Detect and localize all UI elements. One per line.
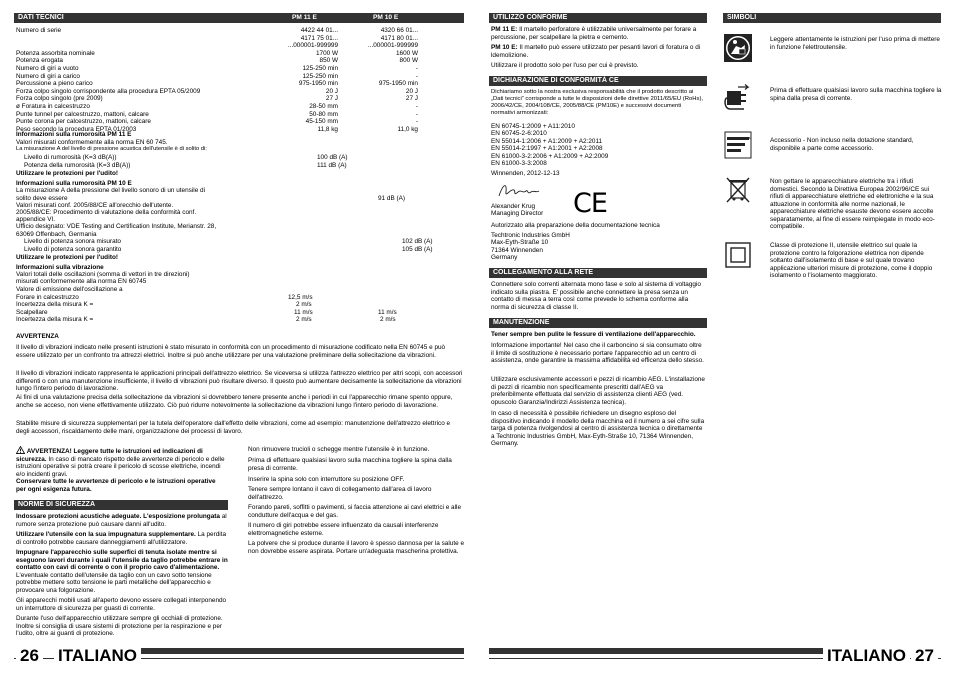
signer-name: Alexander Krug (491, 203, 536, 210)
safety-header: NORME DI SICUREZZA (14, 500, 228, 510)
spec-value-pm10: 4171 80 01... (380, 34, 418, 42)
spec-value-pm10: 1600 W (395, 49, 418, 57)
safety-rule: Tenere sempre lontano il cavo di collegamento dall'area di lavoro dell'attrezzo. (248, 486, 432, 501)
noise10-title: Informazioni sulla rumorosità PM 10 E (16, 180, 132, 187)
safety-rule (16, 513, 228, 528)
noise11-value: 111 dB (A) (317, 162, 347, 169)
language-label: ITALIANO (54, 646, 141, 666)
safety-rule-text: al rumore senza protezione può causare danni all'udito. (16, 513, 227, 528)
warning-text: In caso di mancato rispetto delle avvertenze di pericolo e delle istruzioni operative si potrà creare il pericolo di scosse elettriche, incendi e/o incidenti gravi. (16, 455, 225, 478)
noise10-line: 2005/88/CE: Procedimento di valutazione della conformità conf. (16, 209, 197, 216)
safety-rule: Il numero di giri potrebbe essere influenzato da causali interferenze elettromagnetiche esterne. (248, 522, 439, 537)
noise10-line: Valori misurati conf. 2005/88/CE all'orecchio dell'utente. (16, 202, 174, 209)
safety-rule: Prima di effettuare qualsiasi lavoro sulla macchina togliere la spina dalla presa di corrente. (248, 457, 452, 472)
use-header: UTILIZZO CONFORME (489, 13, 707, 23)
spec-value-pm11: 45-150 mm (305, 118, 338, 126)
noise10-line: La misurazione A della pressione del livello sonoro di un utensile di (16, 187, 205, 194)
noise11-warning: Utilizzare le protezioni per l'udito! (16, 170, 119, 177)
noise10-label: Livello di potenza sonora garantito (24, 246, 122, 253)
tech-data-header: DATI TECNICI (14, 13, 464, 23)
connection-header: COLLEGAMENTO ALLA RETE (489, 268, 707, 278)
ce-norm: EN 60745-1:2009 + A11:2010 (491, 123, 575, 130)
spec-value-pm10: 20 J (405, 87, 418, 95)
use-paragraph (491, 44, 705, 59)
vibration-label: Forare in calcestruzzo (16, 294, 79, 301)
symbol-description: Classe di protezione II, utensile elettrico sul quale la protezione contro la folgorazione elettrica non dipende soltanto dall'isolamento di base e sul quale trovano applicazione ulteriori misure di protezione, come il doppio isolamento o l'isolamento maggiorato. (770, 242, 933, 279)
spec-value-pm11: 850 W (319, 57, 338, 65)
vibration-value: 2 m/s (380, 316, 396, 323)
safety-rule: Non rimuovere trucioli o schegge mentre l'utensile è in funzione. (248, 446, 430, 453)
safety-rule-bold: Impugnare l'apparecchio sulle superfici di tenuta isolate mentre si eseguono lavori durante i quali l'utensile da taglio potrebbe entrare in contatto con cavi di corrente o con il proprio cavo d'alimentazione. (16, 549, 228, 571)
language-label: ITALIANO (823, 646, 910, 666)
address-line: 71364 Winnenden (491, 247, 543, 254)
symbol-description: Non gettare le apparecchiature elettriche tra i rifiuti domestici. Secondo la Direttiva Europea 2002/96/CE sui rifiuti di apparecchiature elettriche ed elettroniche e la sua attuazione in conformità alle norme nazionali, le apparecchiature elettriche esauste devono essere accolte separatamente, al fine di essere reimpiegate in modo eco-compatibile. (770, 178, 935, 230)
warning-triangle-icon (16, 446, 25, 454)
maintenance-header: MANUTENZIONE (489, 318, 707, 328)
spec-value-pm10: 4320 66 01... (380, 27, 418, 34)
spec-label: Numero di serie (16, 27, 62, 34)
ce-mark-logo: CE (573, 188, 607, 219)
use-paragraph: Utilizzare il prodotto solo per l'uso per cui è previsto. (491, 62, 639, 69)
spec-value-pm11: 4422 44 01... (300, 27, 338, 34)
read-manual-icon (724, 34, 752, 62)
spec-value-pm11: 1700 W (315, 49, 338, 57)
avvertenza-paragraph: Il livello di vibrazioni indicato nelle presenti istruzioni è stato misurato in conformità con un procedimento di misurazione codificato nella EN 60745 e può essere utilizzato per un confronto tra attrezzi elettrici. Inoltre si può anche utilizzare per una valutazione preliminare della sollecitazione da vibrazioni. (16, 344, 446, 359)
vibration-value: 11 m/s (378, 309, 397, 316)
vibration-label: Incertezza della misura K = (16, 316, 94, 323)
ce-norm: EN 55014-2:1997 + A1:2001 + A2:2008 (491, 145, 603, 152)
ce-norm: EN 55014-1:2006 + A1:2009 + A2:2011 (491, 138, 603, 145)
model-label: PM 10 E: (491, 44, 518, 51)
safety-rule-bold: Indossare protezioni acustiche adeguate. L'esposizione prolungata (16, 513, 220, 520)
spec-value-pm10: - (415, 72, 418, 80)
spec-value-pm10: - (415, 110, 418, 118)
noise11-line: Valori misurati conformemente alla norma EN 60 745. (16, 139, 168, 146)
address-line: Techtronic Industries GmbH (491, 232, 570, 239)
warning-keep: Conservare tutte le avvertenze di pericolo e le istruzioni operative per ogni esigenza futura. (16, 478, 216, 493)
vibration-label: Scalpellare (16, 309, 48, 316)
spec-value-pm10: 11,0 kg (397, 125, 418, 133)
symbol-description: Leggere attentamente le istruzioni per l'uso prima di mettere in funzione l'elettroutensile. (770, 36, 940, 51)
col-pm10-header: PM 10 E (373, 14, 399, 21)
maintenance-paragraph: In caso di necessità è possibile richiedere un disegno esploso del dispositivo indicando il modello della macchina ed il numero a sei cifre sulla targa di potenza rivolgendosi al centro di assistenza tecnica o direttamente a Techtronic Industries GmbH, Max-Eyth-Straße 10, 71364 Winnenden, Germany. (491, 410, 705, 447)
ce-header: DICHIARAZIONE DI CONFORMITÀ CE (489, 76, 707, 86)
spec-label: Forza colpo singolo corrispondente alla procedura EPTA 05/2009 (16, 87, 201, 95)
safety-rule-text: L'eventuale contatto dell'utensile da taglio con un cavo sotto tensione potrebbe mettere sotto tensione le parti metalliche dell'apparecchio e provocare una folgorazione. (16, 571, 212, 594)
safety-rule: La polvere che si produce durante il lavoro è spesso dannosa per la salute e non dovrebbe essere aspirata. Portare un'adeguata mascherina protettiva. (248, 540, 464, 555)
col-pm11-header: PM 11 E (292, 14, 317, 21)
use-paragraph (491, 26, 705, 41)
noise10-label: solito deve essere (16, 195, 68, 202)
general-warning (16, 446, 226, 478)
spec-label: Potenza erogata (16, 57, 63, 65)
safety-rule-text: La perdita di controllo potrebbe causare danneggiamenti all'utilizzatore. (16, 531, 226, 546)
avvertenza-title: AVVERTENZA (16, 333, 59, 340)
address-line: Max-Eyth-Straße 10 (491, 239, 549, 246)
noise10-value: 91 dB (A) (378, 195, 405, 202)
noise11-label: Livello di rumorosità (K=3 dB(A)) (24, 154, 117, 161)
safety-rule: Inserire la spina solo con interruttore su posizione OFF. (248, 476, 405, 483)
spec-value-pm10: - (415, 118, 418, 126)
page-number: 26 (16, 646, 43, 666)
noise10-value: 102 dB (A) (402, 238, 433, 245)
vibration-value: 12,5 m/s (288, 294, 313, 301)
spec-value-pm10: 800 W (399, 57, 418, 65)
noise10-line: appendice VI. (16, 216, 56, 223)
spec-label: Punte corona per calcestruzzo, mattoni, calcare (16, 118, 151, 126)
connection-paragraph: Connettere solo correnti alternata mono fase e solo al sistema di voltaggio indicato sulla piastra. E' possibile anche connettere la presa senza un contatto di messa a terra così come prevede lo schema conforme alla norma di sicurezza di classe II. (491, 281, 701, 311)
right-page (477, 0, 954, 677)
accessory-icon (724, 131, 752, 159)
spec-label: Numero di giri a carico (16, 72, 80, 80)
signature-icon (497, 180, 541, 200)
spec-label: Peso secondo la procedura EPTA 01/2003 (16, 125, 137, 133)
vibration-line: Valori totali delle oscillazioni (somma di vettori in tre direzioni) (16, 271, 190, 278)
signer-role: Managing Director (491, 210, 544, 217)
vibration-label: Incertezza della misura K = (16, 301, 94, 308)
noise11-title: Informazioni sulla rumorosità PM 11 E (16, 131, 132, 138)
noise10-warning: Utilizzare le protezioni per l'udito! (16, 254, 119, 261)
vibration-value: 11 m/s (294, 309, 313, 316)
safety-rule (16, 531, 228, 546)
spec-value-pm10: ...000001-999999 (367, 42, 418, 50)
avvertenza-paragraph: Il livello di vibrazioni indicato rappresenta le applicazioni principali dell'attrezzo elettrico. Se viceversa si utilizza l'attrezzo elettrico per altri scopi, con accessori differenti o con una manutenzione insufficiente, il livello di vibrazioni può risultare diverso. Il questo può aumentare decisamente la sollecitazione da vibrazioni lungo l'intero periodo di lavorazione. (16, 370, 463, 392)
avvertenza-paragraph: Stabilite misure di sicurezza supplementari per la tutela dell'operatore dall'effetto delle vibrazioni, come ad esempio: manutenzione dell'attrezzo elettrico e degli accessori, riscaldamento delle mani, organizzazione dei processi di lavoro. (16, 420, 451, 435)
spec-label: Punte tunnel per calcestruzzo, mattoni, calcare (16, 110, 149, 118)
model-label: PM 11 E: (491, 26, 518, 33)
spec-value-pm10: - (415, 103, 418, 110)
spec-value-pm10: - (415, 65, 418, 72)
vibration-line: Valore di emissione dell'oscillazione a (16, 286, 123, 293)
symbols-header: SIMBOLI (723, 13, 941, 23)
spec-label: Forza colpo singolo (pre 2009) (16, 95, 103, 103)
safety-rule: Durante l'uso dell'apparecchio utilizzare sempre gli occhiali di protezione. Inoltre si consiglia di usare sistemi di protezione per la respirazione e per l'udito, oltre ai guanti di protezione. (16, 615, 223, 637)
avvertenza-paragraph: Ai fini di una valutazione precisa della sollecitazione da vibrazioni si dovrebbero tenere presente anche i periodi in cui l'apparecchio rimane spento oppure, anche se acceso, non viene effettivamente utilizzato. Ciò può ridurre notevolmente la sollecitazione da vibrazioni lungo l'intero periodo di lavorazione. (16, 394, 453, 409)
spec-value-pm11: 11,8 kg (317, 125, 338, 133)
vibration-value: 2 m/s (296, 301, 312, 308)
noise10-line: Ufficio designato: VDE Testing and Certification Institute, Merianstr. 28, (16, 223, 217, 230)
symbol-description: Accessorio - Non incluso nella dotazione standard, disponibile a parte come accessorio. (770, 137, 914, 152)
noise10-label: Livello di potenza sonora misurato (24, 238, 121, 245)
safety-rule: Forando pareti, soffitti o pavimenti, si faccia attenzione ai cavi elettrici e alle condutture dell'acqua e del gas. (248, 504, 462, 519)
ce-norm: EN 60745-2-6:2010 (491, 130, 547, 137)
ce-norm: EN 61000-3-2:2006 + A1:2009 + A2:2009 (491, 153, 609, 160)
vibration-value: 2 m/s (296, 316, 312, 323)
vibration-title: Informazioni sulla vibrazione (16, 264, 104, 271)
safety-rule: Gli apparecchi mobili usati all'aperto devono essere collegati interponendo un interruttore di sicurezza per guasti di corrente. (16, 597, 227, 612)
spec-value-pm11: 975-1950 min (298, 80, 338, 88)
spec-value-pm11: 4171 75 01... (300, 34, 338, 42)
noise10-value: 105 dB (A) (402, 246, 433, 253)
spec-label: Numero di giri a vuoto (16, 65, 79, 72)
ce-norm: EN 61000-3-3:2008 (491, 160, 547, 167)
use-text: Il martello perforatore è utilizzabile universalmente per forare a percussione, per scalpellare la pietra e cemento. (491, 26, 697, 41)
ce-paragraph: Dichiariamo sotto la nostra esclusiva responsabilità che il prodotto descritto ai „Dati tecnici“ corrisponde a tutte le disposizioni delle direttive 2011/65/EU (RoHs), 2006/42/CE, 2004/108/CE, 2005/88/CE (PM10E) e successivi documenti normativi armonizzati: (491, 89, 704, 117)
spec-value-pm11: 20 J (325, 87, 338, 95)
noise11-value: 100 dB (A) (317, 154, 348, 161)
spec-label: Potenza assorbita nominale (16, 49, 95, 57)
vibration-line: misurati conformemente alla norma EN 60745 (16, 278, 147, 285)
maintenance-paragraph: Informazione importante! Nel caso che il carboncino si sia consumato oltre il limite di sostituzione è necessario portare l'apparecchio ad un centro di assistenza, onde garantire la massima affidabilità ed efficenza dello stesso. (491, 342, 704, 364)
spec-value-pm11: ...000001-999999 (287, 42, 338, 50)
maintenance-paragraph: Tener sempre ben pulite le fessure di ventilazione dell'apparecchio. (491, 331, 696, 338)
weee-bin-icon (724, 176, 752, 204)
class-ii-icon (724, 241, 752, 269)
spec-value-pm11: 28-50 mm (309, 103, 338, 110)
spec-value-pm11: 27 J (325, 95, 338, 103)
use-text: Il martello può essere utilizzato per pesanti lavori di foratura o di ldemolizione. (491, 44, 701, 59)
noise10-line: 63069 Offenbach, Germania (16, 231, 97, 238)
safety-rule-bold: Utilizzare l'utensile con la sua impugnatura supplementare. (16, 531, 196, 538)
spec-value-pm11: 125-250 min (302, 72, 338, 80)
spec-value-pm10: 27 J (405, 95, 418, 103)
spec-label: Percussione a pieno carico (16, 80, 93, 88)
symbol-description: Prima di effettuare qualsiasi lavoro sulla macchina togliere la spina dalla presa di corrente. (770, 87, 942, 102)
spec-value-pm11: 50-80 mm (309, 110, 338, 118)
unplug-icon (724, 83, 752, 111)
warning-bold: AVVERTENZA! Leggere tutte le istruzioni ed indicazioni di sicurezza. (16, 448, 203, 463)
auth-note: Autorizzato alla preparazione della documentazione tecnica (491, 222, 660, 229)
safety-rule (16, 549, 228, 594)
noise11-label: Potenza della rumorosità (K=3 dB(A)) (24, 162, 131, 169)
spec-label: ø Foratura in calcestruzzo (16, 103, 90, 110)
spec-value-pm11: 125-250 min (302, 65, 338, 72)
noise11-line: La misurazione A del livello di pressione acustica dell'utensile è di solito di: (16, 146, 207, 152)
maintenance-paragraph: Utilizzare esclusivamente accessori e pezzi di ricambio AEG. L'installazione di pezzi di ricambio non specificamente prescritti dall'AEG va preferibilmente effettuata dal servizio di assistenza clienti AEG (ved. opuscolo Garanzia/Indirizzi Assistenza tecnica). (491, 376, 705, 406)
spec-value-pm10: 975-1950 min (378, 80, 418, 88)
address-line: Germany (491, 254, 518, 261)
ce-place-date: Winnenden, 2012-12-13 (491, 170, 560, 177)
page-number: 27 (911, 646, 938, 666)
